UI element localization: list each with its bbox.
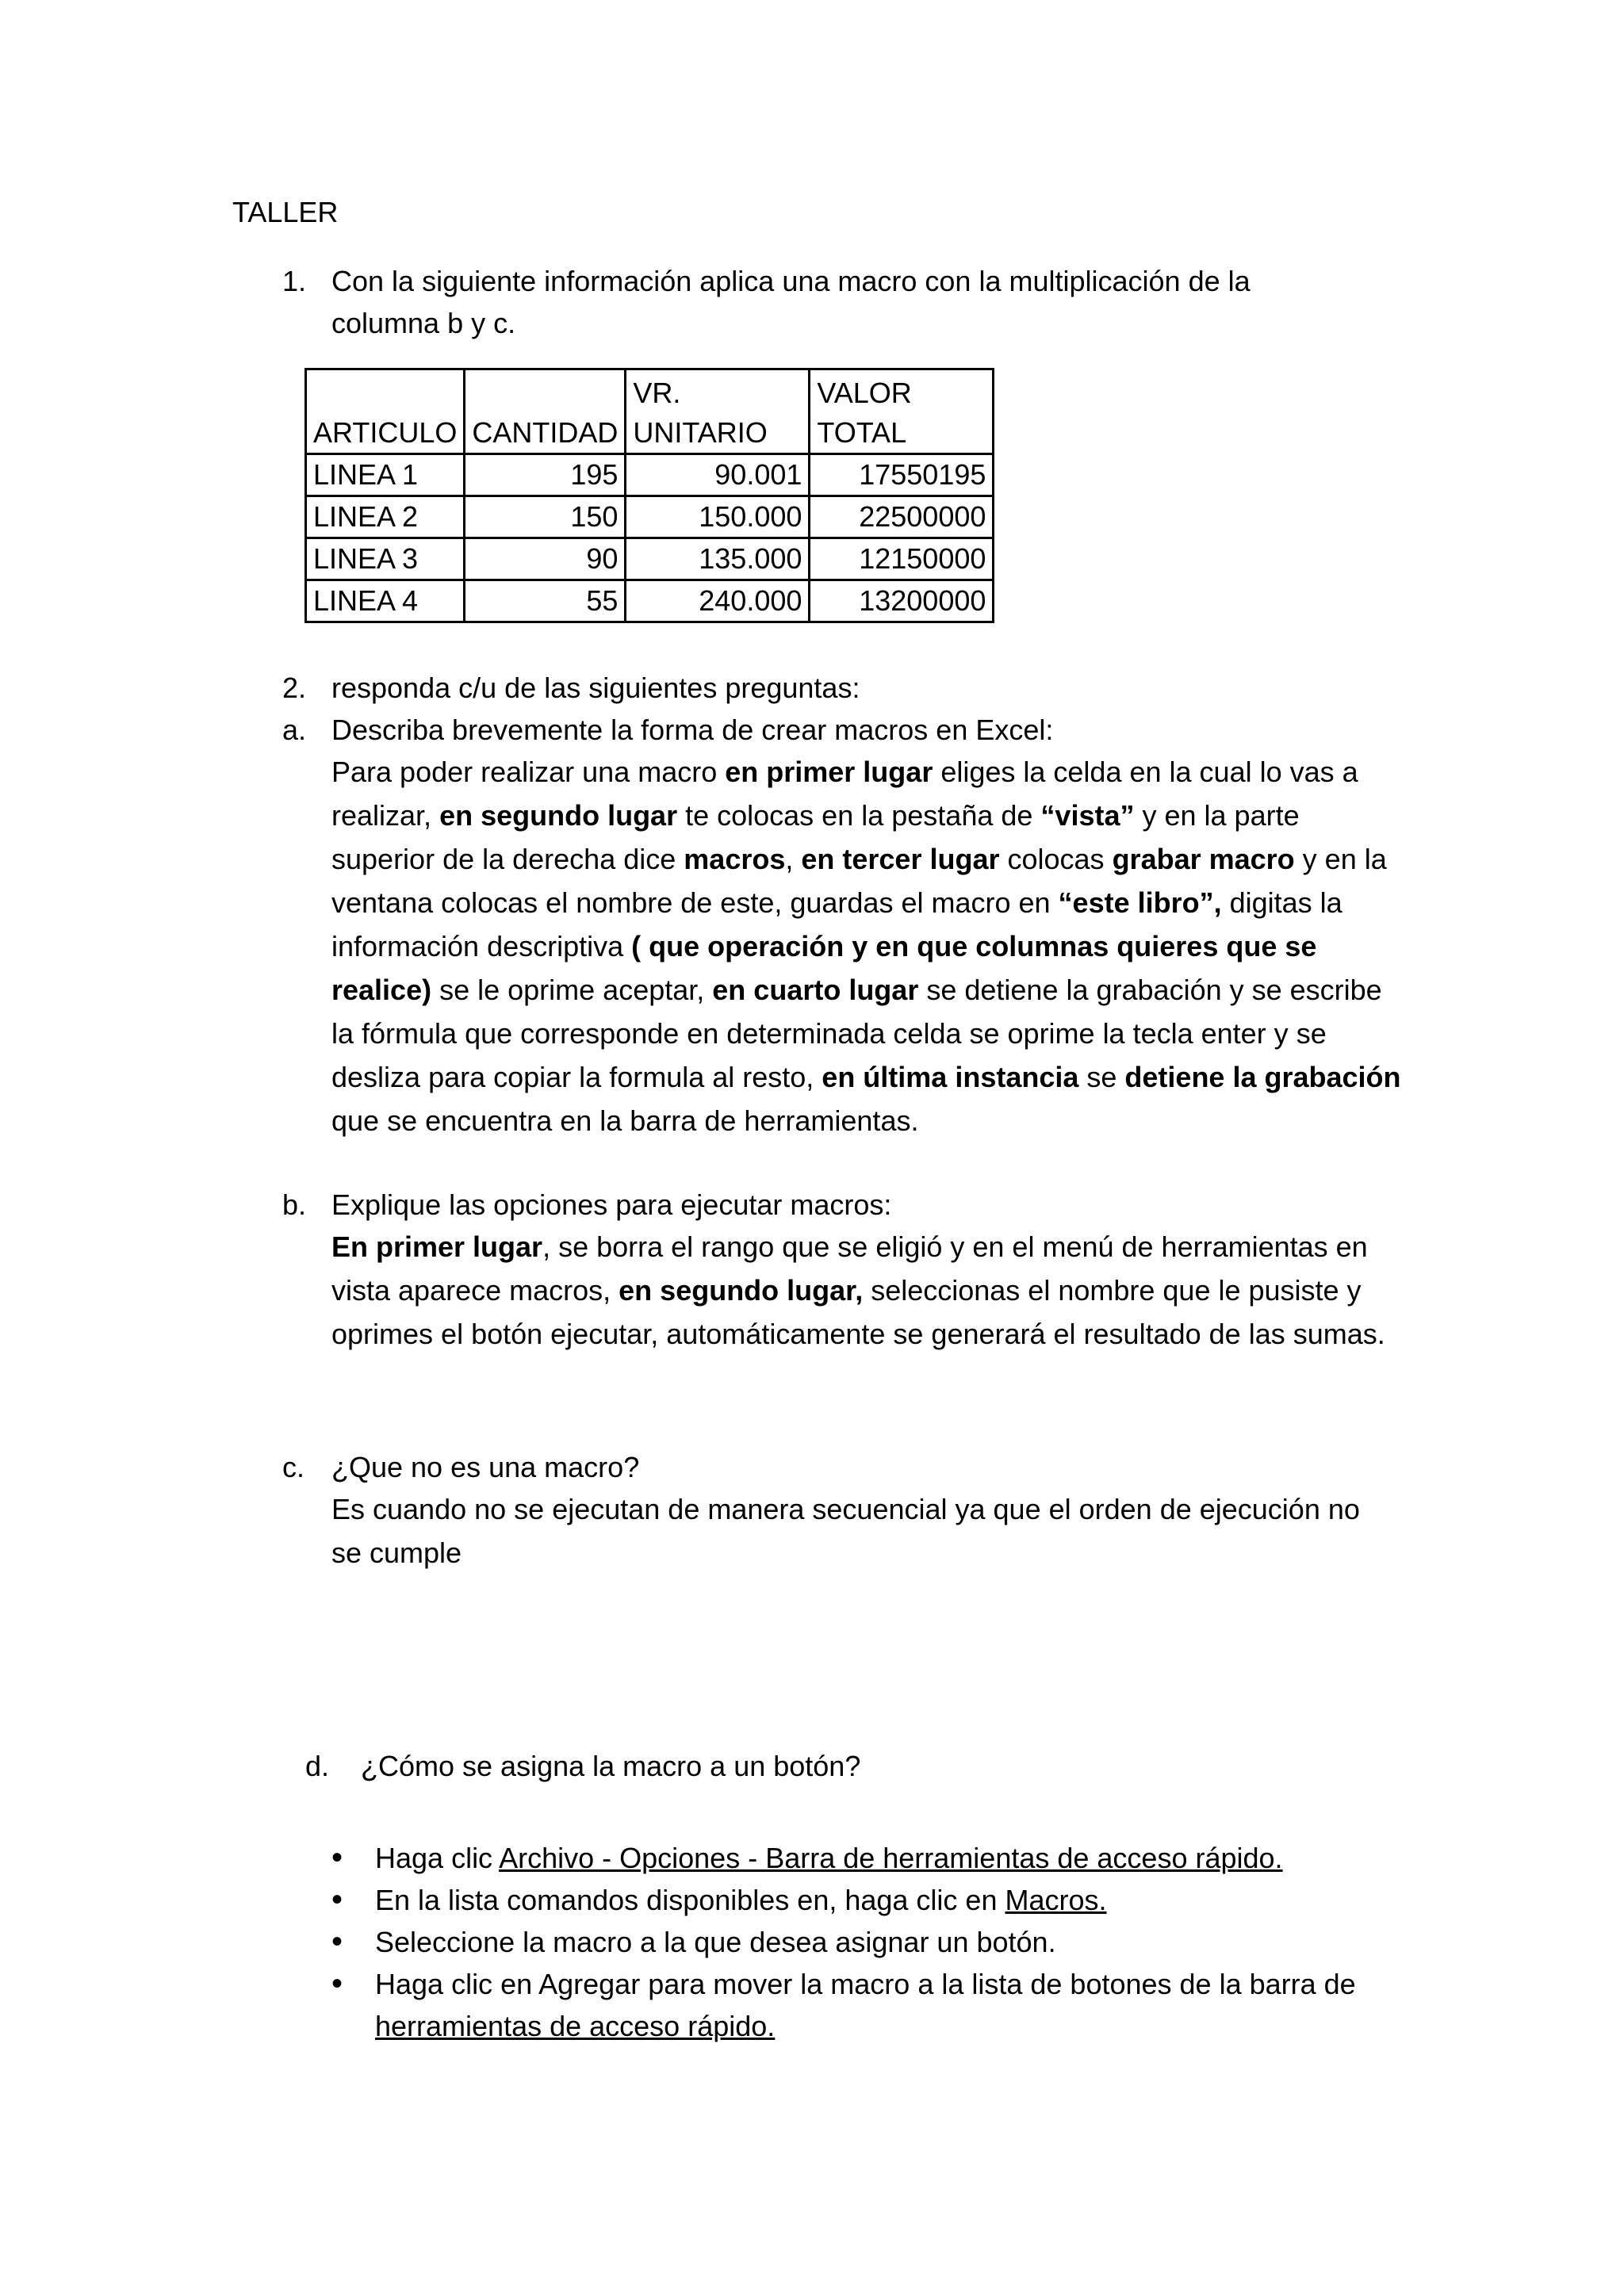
text-run: Para poder realizar una macro (331, 756, 726, 788)
table-cell: 17550195 (810, 454, 994, 496)
q1-line2: columna b y c. (331, 307, 516, 339)
table-row (306, 496, 994, 538)
text-run: seleccionas el nombre que le pusiste y oprimes el botón ejecutar, automáticamente se generará el resultado de las sumas. (331, 1274, 1385, 1350)
bold-text-run: ( que operación y en que columnas quieres que se realice) (331, 930, 1317, 1006)
header-cell-articulo: ARTICULO (306, 369, 465, 454)
bold-text-run: en tercer lugar (801, 843, 1000, 875)
qc-question: ¿Que no es una macro? (331, 1451, 640, 1483)
table-cell: 240.000 (626, 580, 810, 622)
q2-number: 2. (282, 672, 307, 704)
table-row (306, 538, 994, 580)
bold-text-run: macros (684, 843, 786, 875)
text-run: que se encuentra en la barra de herramientas. (331, 1104, 919, 1137)
table-cell: 195 (465, 454, 626, 496)
text-run: , (785, 843, 802, 875)
list-item (331, 1963, 1394, 2047)
table-cell: 150.000 (626, 496, 810, 538)
header-cell-valor-total: VALOR TOTAL (810, 369, 994, 454)
text-run: eliges la celda en la cual lo vas a realizar, (331, 756, 1358, 832)
bullet-link[interactable]: herramientas de acceso rápido. (375, 2010, 776, 2042)
bold-text-run: en cuarto lugar (712, 974, 919, 1006)
bullet-icon: • (331, 1924, 343, 1959)
q1-line1: Con la siguiente información aplica una macro con la multiplicación de la (331, 265, 1251, 297)
qb-letter: b. (282, 1188, 307, 1221)
bold-text-run: “vista” (1040, 799, 1135, 832)
bold-text-run: grabar macro (1112, 843, 1295, 875)
q1-number: 1. (282, 265, 307, 297)
bullet-link[interactable]: Macros. (1005, 1884, 1107, 1916)
bold-text-run: en segundo lugar, (619, 1274, 864, 1307)
table-cell: 150 (465, 496, 626, 538)
data-table (304, 368, 994, 623)
table-cell: 90 (465, 538, 626, 580)
bullet-text: Haga clic en Agregar para mover la macro a la lista de botones de la barra de (375, 1968, 1356, 2000)
bold-text-run: En primer lugar (331, 1230, 543, 1263)
list-item (331, 1837, 1394, 1879)
bullet-text: Seleccione la macro a la que desea asignar un botón. (375, 1926, 1056, 1958)
bold-text-run: detiene la grabación (1124, 1061, 1401, 1093)
text-run: se detiene la grabación y se escribe la fórmula que corresponde en determinada celda se oprime la tecla enter y se desliza para copiar la formula al resto, (331, 974, 1382, 1093)
table-row (306, 580, 994, 622)
list-item (331, 1921, 1394, 1963)
table-row (306, 454, 994, 496)
table-cell: 135.000 (626, 538, 810, 580)
table-cell: 12150000 (810, 538, 994, 580)
table-cell: 22500000 (810, 496, 994, 538)
text-run: y en la ventana colocas el nombre de este, guardas el macro en (331, 843, 1387, 919)
list-item (331, 1879, 1394, 1921)
text-run: se (1078, 1061, 1125, 1093)
table-cell: 13200000 (810, 580, 994, 622)
page-title: TALLER (232, 196, 339, 228)
qd-question: ¿Cómo se asigna la macro a un botón? (361, 1750, 861, 1782)
bullet-icon: • (331, 1882, 343, 1917)
bullet-icon: • (331, 1966, 343, 2001)
qc-answer: Es cuando no se ejecutan de manera secuencial ya que el orden de ejecución no se cumple (331, 1493, 1360, 1569)
table-cell: 55 (465, 580, 626, 622)
qd-letter: d. (305, 1750, 330, 1782)
bullet-link[interactable]: Archivo - Opciones - Barra de herramientas de acceso rápido. (499, 1842, 1283, 1874)
q2-text: responda c/u de las siguientes preguntas: (331, 672, 860, 704)
text-run: se le oprime aceptar, (431, 974, 713, 1006)
table-header-row (306, 369, 994, 454)
qc-letter: c. (282, 1451, 305, 1483)
table-cell: LINEA 2 (306, 496, 465, 538)
qa-letter: a. (282, 714, 307, 746)
table-cell: 90.001 (626, 454, 810, 496)
text-run: , se borra el rango que se eligió y en el menú de herramientas en vista aparece macros, (331, 1230, 1368, 1307)
header-cell-vr-unitario: VR. UNITARIO (626, 369, 810, 454)
qa-question: Describa brevemente la forma de crear macros en Excel: (331, 714, 1054, 746)
table-cell: LINEA 4 (306, 580, 465, 622)
bullet-text: Haga clic (375, 1842, 500, 1874)
header-cell-cantidad: CANTIDAD (465, 369, 626, 454)
qd-bullet-list (331, 1837, 1394, 2047)
text-run: y en la parte superior de la derecha dice (331, 799, 1300, 875)
bullet-icon: • (331, 1840, 343, 1875)
bold-text-run: “este libro”, (1058, 886, 1222, 919)
qb-question: Explique las opciones para ejecutar macros: (331, 1188, 892, 1221)
qb-answer (331, 1225, 1410, 1356)
bullet-text: En la lista comandos disponibles en, haga clic en (375, 1884, 1005, 1916)
bold-text-run: en última instancia (822, 1061, 1079, 1093)
text-run: colocas (999, 843, 1113, 875)
qa-answer (331, 750, 1410, 1142)
table-cell: LINEA 1 (306, 454, 465, 496)
text-run: te colocas en la pestaña de (677, 799, 1041, 832)
bold-text-run: en primer lugar (725, 756, 933, 788)
text-run: digitas la información descriptiva (331, 886, 1342, 962)
bold-text-run: en segundo lugar (439, 799, 678, 832)
table-cell: LINEA 3 (306, 538, 465, 580)
